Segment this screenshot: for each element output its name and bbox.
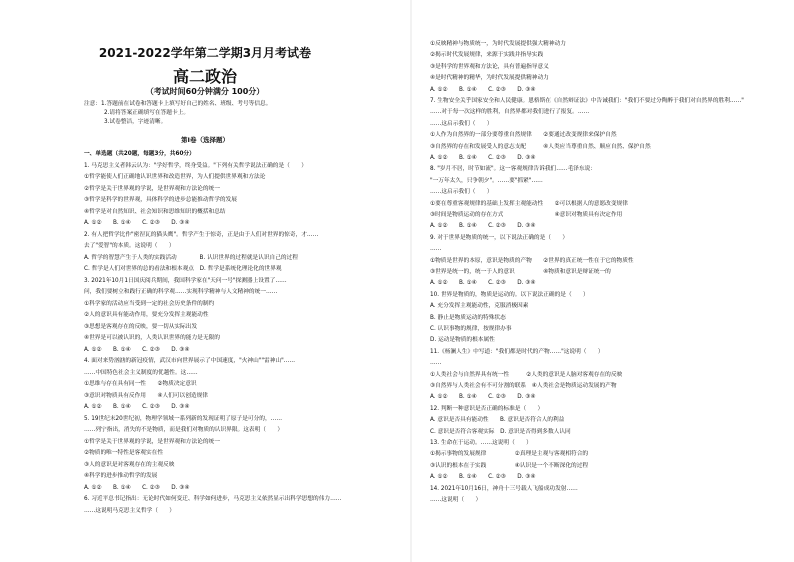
question-line: ……这说明（ ）: [430, 497, 482, 503]
subject-title: 高二政治: [172, 67, 237, 86]
question-line: C. 意识是否符合客观实际 D. 意识是否得到多数人认同: [430, 428, 571, 435]
question-line: A. ①② B. ①④ C. ②③ D. ③④: [430, 155, 536, 161]
question-line: ③人的意识是对客观存在的主观反映: [84, 461, 175, 468]
question-line: ①哲学能使人们正确地认识世界和改造世界，为人们提供世界观和方法论: [84, 174, 266, 180]
question-line: 3. 2021年10月1日国庆阅兵期间，我国科学家在"天问一号"探测器上设置了……: [84, 277, 287, 284]
question-line: A. ①② B. ①④ C. ②③ D. ③④: [430, 394, 536, 401]
notes-line: 注意：1.答题前在试卷和答题卡上填写好自己的姓名、班级、考号等信息。: [84, 101, 272, 107]
question-line: ①物质是世界的本原，意识是物质的产物 ②世界的真正统一性在于它的物质性: [430, 257, 634, 264]
question-line: ……: [430, 246, 442, 253]
question-line: ③思想是客观存在的反映，要一切从实际出发: [84, 323, 198, 330]
question-line: A. 哲学的智慧产生于人类的实践活动 B. 认识世界的过程就是认识自己的过程: [84, 254, 298, 261]
question-line: ……列宁指出，消失的不是物质，而是我们对物质的认识界限。这表明（ ）: [84, 427, 284, 433]
notes-line: 3.试卷整洁，字迹清晰。: [104, 119, 167, 125]
question-line: 5. 19世纪末20世纪初，物理学领域一系列新的发现证明了原子是可分的，……: [84, 415, 283, 422]
question-line: ……这启示我们（ ）: [430, 189, 493, 196]
question-line: ③是科学的世界观和方法论，具有普遍指导意义: [430, 63, 549, 70]
question-line: ②哲学是关于世界观的学说，是世界观和方法论的统一: [84, 185, 220, 192]
question-line: A. 充分发挥主观能动性，克服消极因素: [430, 303, 529, 310]
question-line: ①思维与存在具有同一性 ②物质决定意识: [84, 381, 197, 387]
question-line: 1. 马克思主义者韩云认为："学好哲学，终身受益。"下列有关哲学说法正确的是（ ）: [84, 162, 307, 169]
question-line: D. 运动是物质的根本属性: [430, 337, 495, 344]
question-line: 12. 判断一种意识是否正确的标准是（ ）: [430, 405, 544, 412]
question-line: 一、单选题（共20题，每题3分，共60分）: [84, 151, 195, 157]
question-line: ①要在尊重客观规律的基础上发挥主观能动性 ②可以根据人的意愿改变规律: [430, 200, 628, 207]
question-line: 7. 生物安全关乎国家安全和人民健康。恩格斯在《自然辩证法》中告诫我们："我们不要过分陶醉于我们对自然界的胜利……": [430, 98, 744, 104]
question-line: A. ①② B. ①④ C. ②③ D. ③④: [84, 404, 190, 410]
right-column: [412, 0, 794, 562]
question-line: ……这说明马克思主义哲学（ ）: [84, 507, 175, 514]
question-line: ④世界是可以被认识的，人类认识世界的能力是无限的: [84, 335, 220, 341]
question-line: ①人类社会与自然界具有统一性 ②人类的意识是人脑对客观存在的反映: [430, 371, 623, 378]
question-line: ①科学家的活动应当受到一定的社会历史条件的制约: [84, 300, 215, 307]
question-line: 9. 对于世界是物质的统一，以下说法正确的是（ ）: [430, 234, 569, 241]
question-line: ③自然界的存在和发展受人的意志支配 ④人类应当尊重自然、顺应自然、保护自然: [430, 143, 651, 150]
section-heading: 第I卷（选择题）: [181, 136, 229, 144]
question-line: 14. 2021年10月16日，神舟十三号载人飞船成功发射……: [430, 485, 578, 492]
question-line: 13. 生命在于运动。……这说明（ ）: [430, 440, 532, 446]
question-line: B. 静止是物质运动的特殊状态: [430, 314, 506, 321]
question-line: ……: [430, 360, 442, 367]
question-line: ③时间是物质运动的存在方式 ④意识对物质具有决定作用: [430, 212, 623, 218]
question-line: C. 认识事物的规律，按规律办事: [430, 326, 512, 332]
question-line: A. ①② B. ①④ C. ②③ D. ③④: [430, 86, 536, 93]
question-line: ③认识的根本在于实践 ④认识是一个不断深化的过程: [430, 462, 589, 469]
question-line: ②物质的唯一特性是客观实在性: [84, 450, 164, 456]
question-line: "一万年太久，只争朝夕"。……要"抓紧"……: [430, 177, 543, 184]
question-line: A. ①② B. ①④ C. ②③ D. ③④: [430, 474, 536, 481]
exam-info: （考试时间60分钟满分 100分）: [145, 87, 265, 96]
question-line: 2. 有人把哲学比作"密涅瓦的猫头鹰"。哲学产生于惊奇，正是由于人们对世界的惊奇，才……: [84, 231, 319, 238]
notes-line: 2.请将答案正确填写在答题卡上。: [104, 110, 190, 116]
question-line: ……中国特色社会主义制度的优越性。这……: [84, 369, 198, 376]
question-line: ④是时代精神的精华，为时代发展提供精神动力: [430, 75, 549, 82]
question-line: 8. "岁月不居，时节如流"。这一客观规律告诉我们……毛泽东说：: [430, 166, 597, 173]
question-line: A. ①② B. ①④ C. ②③ D. ③④: [430, 280, 536, 287]
question-line: A. 意识是否具有能动性 B. 意识是否符合人的利益: [430, 417, 565, 424]
question-line: ③自然界与人类社会有不可分割的联系 ④人类社会是物质运动发展的产物: [430, 383, 617, 389]
question-line: ①反映精神与物质统一，为时代发展提供强大精神动力: [430, 41, 566, 47]
question-line: ②揭示时代发展规律，来源于实践并指导实践: [430, 52, 544, 59]
question-line: ①哲学是关于世界观的学说，是世界观和方法论的统一: [84, 438, 220, 445]
question-line: 6. 习近平总书记指出：无论时代如何变迁、科学如何进步，马克思主义依然显示出科学思想的伟力……: [84, 496, 342, 502]
question-line: ……这启示我们（ ）: [430, 120, 493, 127]
question-line: 问，我们要树立和践行正确的科学观……实现科学精神与人文精神的统一……: [84, 289, 278, 295]
question-line: ③哲学是科学的世界观，具体科学的进步总能推动哲学的发展: [84, 197, 237, 203]
question-line: 10. 世界是物质的，物质是运动的。以下说法正确的是（ ）: [430, 291, 589, 298]
question-line: ④科学的进步推动哲学的发展: [84, 473, 158, 479]
question-line: ④哲学是对自然知识、社会知识和思维知识的概括和总结: [84, 208, 226, 215]
question-line: 11.《杨澜人生》中写道："我们都是时代的产物……"这说明（ ）: [430, 348, 604, 355]
question-line: A. ①② B. ①④ C. ②③ D. ③④: [84, 220, 190, 226]
question-line: ①揭示事物的发展规律 ②真理是主观与客观相符合的: [430, 451, 589, 458]
question-line: A. ①② B. ①④ C. ②③ D. ③④: [84, 484, 190, 491]
question-line: A. ①② B. ①④ C. ②③ D. ③④: [430, 223, 536, 230]
question-line: A. ①② B. ①④ C. ②③ D. ③④: [84, 346, 190, 353]
question-line: C. 哲学是人们对世界的总的看法和根本观点 D. 哲学是系统化理论化的世界观: [84, 266, 282, 272]
question-line: ③世界是统一的，统一于人的意识 ④物质和意识是辩证统一的: [430, 269, 611, 275]
question-line: ①人作为自然界的一部分要尊重自然规律 ②要通过改变规律来保护自然: [430, 132, 617, 139]
question-line: ……对于每一次这样的胜利，自然界都对我们进行了报复。……: [430, 109, 590, 116]
question-line: ③意识对物质具有反作用 ④人们可以创造规律: [84, 392, 208, 399]
question-line: 去了"爱智"的本质。这说明（ ）: [84, 243, 175, 249]
question-line: ②人的意识具有能动作用，要充分发挥主观能动性: [84, 312, 209, 318]
exam-title: 2021-2022学年第二学期3月月考试卷: [98, 46, 312, 60]
question-line: 4. 面对来势汹汹的新冠疫情，武汉市向世界展示了中国速度，"火神山""雷神山"……: [84, 358, 296, 364]
